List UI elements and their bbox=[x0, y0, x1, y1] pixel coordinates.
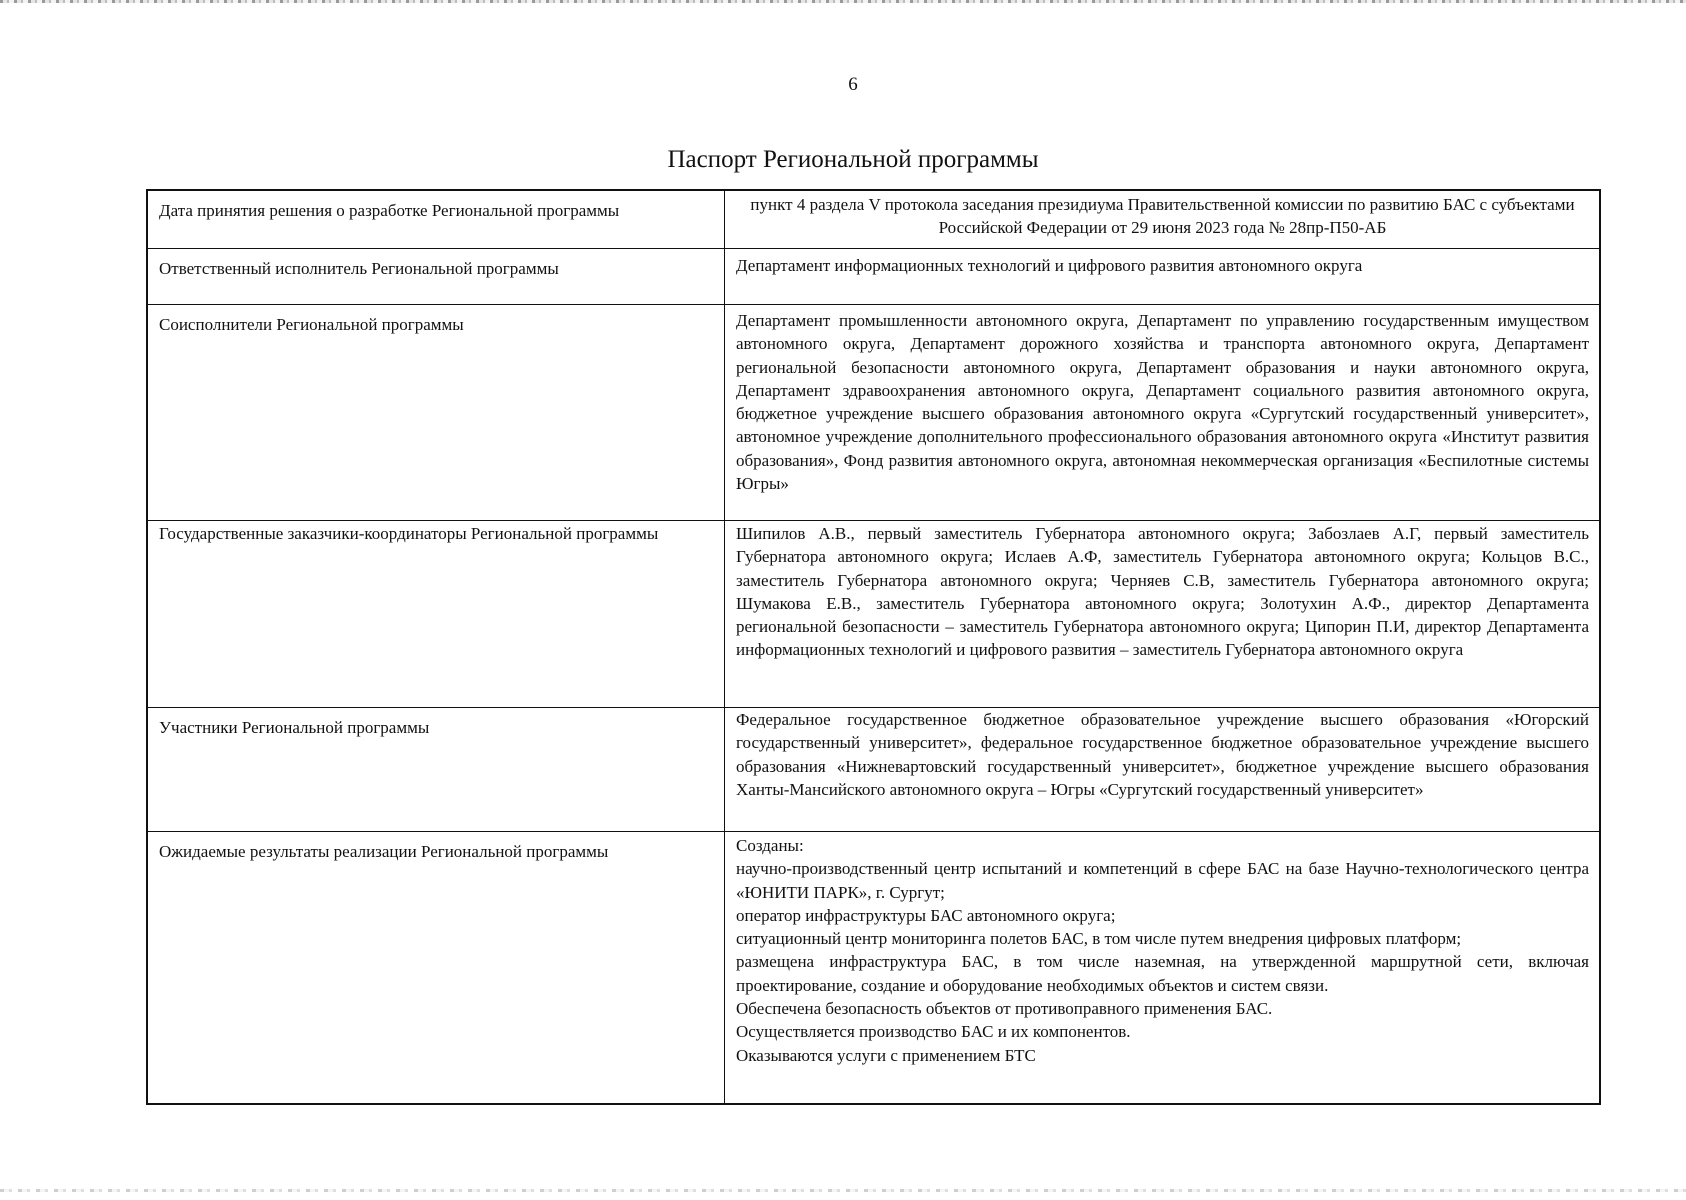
page-number: 6 bbox=[848, 74, 858, 95]
result-line: размещена инфраструктура БАС, в том числе наземная, на утвержденной маршрутной сети, включая проектирование, создание и оборудование необходимых объектов и систем связи. bbox=[736, 952, 1589, 995]
row-label: Ответственный исполнитель Региональной программы bbox=[147, 249, 725, 305]
row-label: Участники Региональной программы bbox=[147, 708, 725, 832]
row-label: Соисполнители Региональной программы bbox=[147, 305, 725, 521]
row-label: Ожидаемые результаты реализации Региональной программы bbox=[147, 832, 725, 1105]
table-row bbox=[147, 521, 1600, 708]
passport-table bbox=[146, 189, 1601, 1105]
table-row bbox=[147, 305, 1600, 521]
result-line: научно-производственный центр испытаний и компетенций в сфере БАС на базе Научно-технологического центра «ЮНИТИ ПАРК», г. Сургут; bbox=[736, 859, 1589, 902]
table-row bbox=[147, 832, 1600, 1105]
table-row bbox=[147, 708, 1600, 832]
row-value-results bbox=[725, 832, 1601, 1105]
table-row bbox=[147, 249, 1600, 305]
result-line: Осуществляется производство БАС и их компонентов. bbox=[736, 1022, 1131, 1042]
result-line: Обеспечена безопасность объектов от противоправного применения БАС. bbox=[736, 999, 1273, 1019]
row-value: пункт 4 раздела V протокола заседания президиума Правительственной комиссии по развитию БАС с субъектами Российской Федерации от 29 июня 2023 года № 28пр-П50-АБ bbox=[725, 190, 1601, 249]
document-title: Паспорт Региональной программы bbox=[667, 146, 1039, 173]
row-value: Федеральное государственное бюджетное образовательное учреждение высшего образования «Югорский государственный университет», федеральное государственное бюджетное образовательное учреждение высшего образования «Нижневартовский государственный университет», бюджетное учреждение высшего образования Ханты-Мансийского автономного округа – Югры «Сургутский государственный университет» bbox=[725, 708, 1601, 832]
row-value: Департамент информационных технологий и цифрового развития автономного округа bbox=[725, 249, 1601, 305]
row-label: Дата принятия решения о разработке Региональной программы bbox=[147, 190, 725, 249]
row-value: Департамент промышленности автономного округа, Департамент по управлению государственным имуществом автономного округа, Департамент дорожного хозяйства и транспорта автономного округа, Департамент региональной безопасности автономного округа, Департамент образования и науки автономного округа, Департамент здравоохранения автономного округа, Департамент социального развития автономного округа, бюджетное учреждение высшего образования автономного округа «Сургутский государственный университет», автономное учреждение дополнительного профессионального образования автономного округа «Институт развития образования», Фонд развития автономного округа, автономная некоммерческая организация «Беспилотные системы Югры» bbox=[725, 305, 1601, 521]
result-line: Оказываются услуги с применением БТС bbox=[736, 1045, 1036, 1065]
result-line: оператор инфраструктуры БАС автономного округа; bbox=[736, 905, 1116, 925]
table-row bbox=[147, 190, 1600, 249]
row-label: Государственные заказчики-координаторы Региональной программы bbox=[147, 521, 725, 708]
result-line: ситуационный центр мониторинга полетов БАС, в том числе путем внедрения цифровых платформ; bbox=[736, 929, 1462, 949]
scan-edge-bottom bbox=[0, 1189, 1686, 1192]
result-line: Созданы: bbox=[736, 836, 804, 855]
row-value: Шипилов А.В., первый заместитель Губернатора автономного округа; Забозлаев А.Г, первый заместитель Губернатора автономного округа; Ислаев А.Ф, заместитель Губернатора автономного округа; Кольцов В.С., заместитель Губернатора автономного округа; Черняев С.В, заместитель Губернатора автономного округа; Шумакова Е.В., заместитель Губернатора автономного округа; Золотухин А.Ф., директор Департамента региональной безопасности – заместитель Губернатора автономного округа; Ципорин П.И, директор Департамента информационных технологий и цифрового развития – заместитель Губернатора автономного округа bbox=[725, 521, 1601, 708]
scan-edge-top bbox=[0, 0, 1686, 3]
